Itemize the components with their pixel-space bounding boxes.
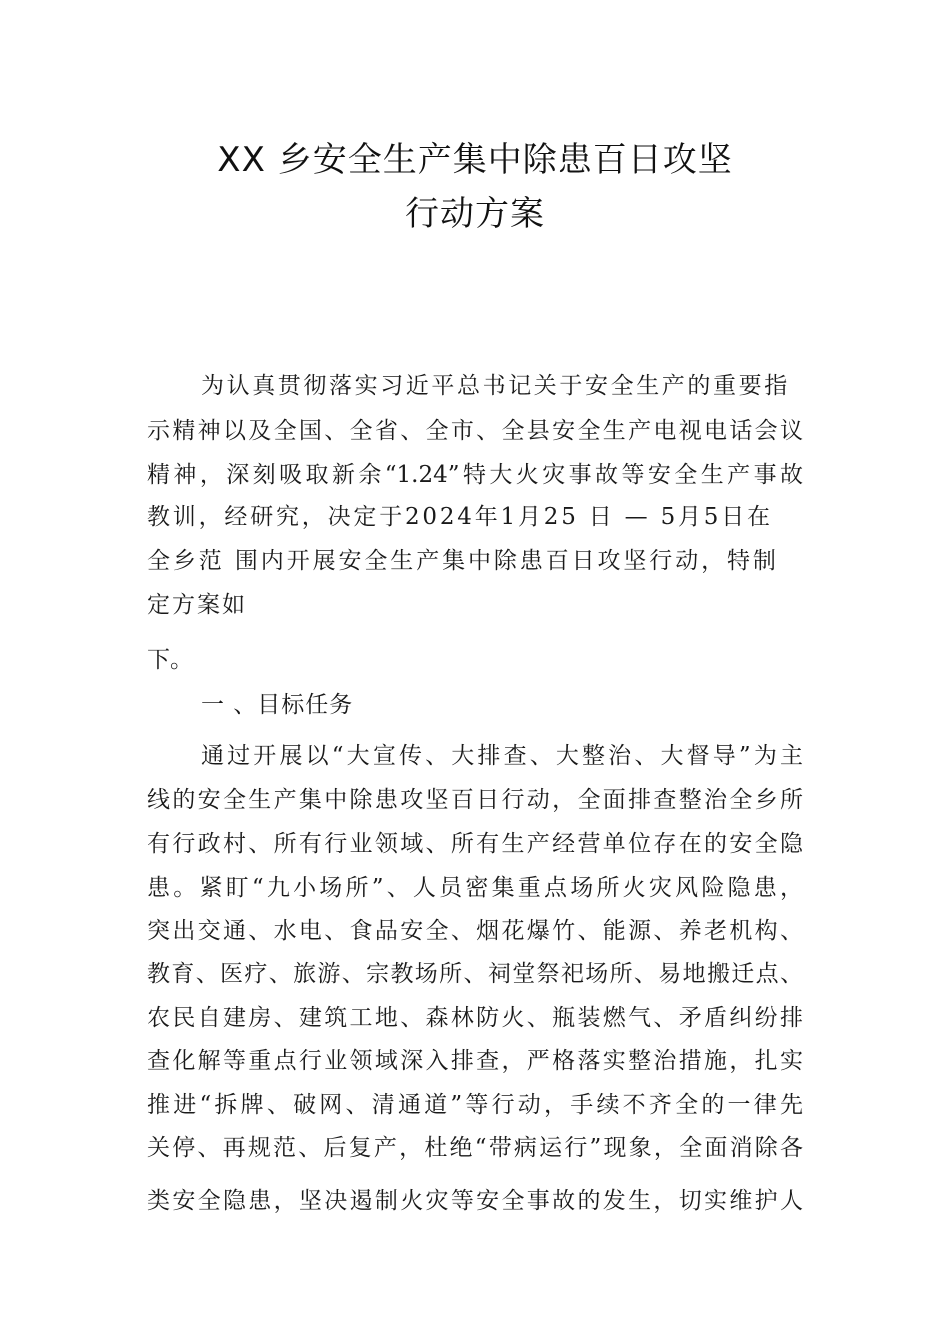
body-line: 下。 xyxy=(147,647,193,673)
body-line: 类安全隐患，坚决遏制火灾等安全事故的发生，切实维护人 xyxy=(147,1188,803,1214)
body-line: 农民自建房、建筑工地、森林防火、瓶装燃气、矛盾纠纷排 xyxy=(147,1005,803,1031)
body-line: 全乡范 围内开展安全生产集中除患百日攻坚行动，特制 xyxy=(147,548,779,574)
body-line: 突出交通、水电、食品安全、烟花爆竹、能源、养老机构、 xyxy=(147,918,803,944)
body-line: 为认真贯彻落实习近平总书记关于安全生产的重要指 xyxy=(201,373,790,399)
section-heading: 一 、目标任务 xyxy=(201,692,354,718)
body-line: 患。紧盯“九小场所”、人员密集重点场所火灾风险隐患， xyxy=(147,875,803,901)
body-line: 线的安全生产集中除患攻坚百日行动，全面排查整治全乡所 xyxy=(147,787,803,813)
body-line: 教育、医疗、旅游、宗教场所、祠堂祭祀场所、易地搬迁点、 xyxy=(147,961,803,987)
document-title-line-2: 行动方案 xyxy=(405,194,545,234)
body-line: 精神，深刻吸取新余“1.24”特大火灾事故等安全生产事故 xyxy=(147,462,803,488)
document-title-line-1: XX 乡安全生产集中除患百日攻坚 xyxy=(217,140,733,180)
body-line: 示精神以及全国、全省、全市、全县安全生产电视电话会议 xyxy=(147,418,803,444)
body-line: 推进“拆牌、破网、清通道”等行动，手续不齐全的一律先 xyxy=(147,1092,803,1118)
body-line: 通过开展以“大宣传、大排查、大整治、大督导”为主 xyxy=(201,743,803,769)
body-line: 教训，经研究，决定于2024年1月25 日 — 5月5日在 xyxy=(147,504,773,530)
body-line: 有行政村、所有行业领域、所有生产经营单位存在的安全隐 xyxy=(147,831,803,857)
body-line: 关停、再规范、后复产，杜绝“带病运行”现象，全面消除各 xyxy=(147,1135,803,1161)
body-line: 查化解等重点行业领域深入排查，严格落实整治措施，扎实 xyxy=(147,1048,803,1074)
body-line: 定方案如 xyxy=(147,592,247,618)
